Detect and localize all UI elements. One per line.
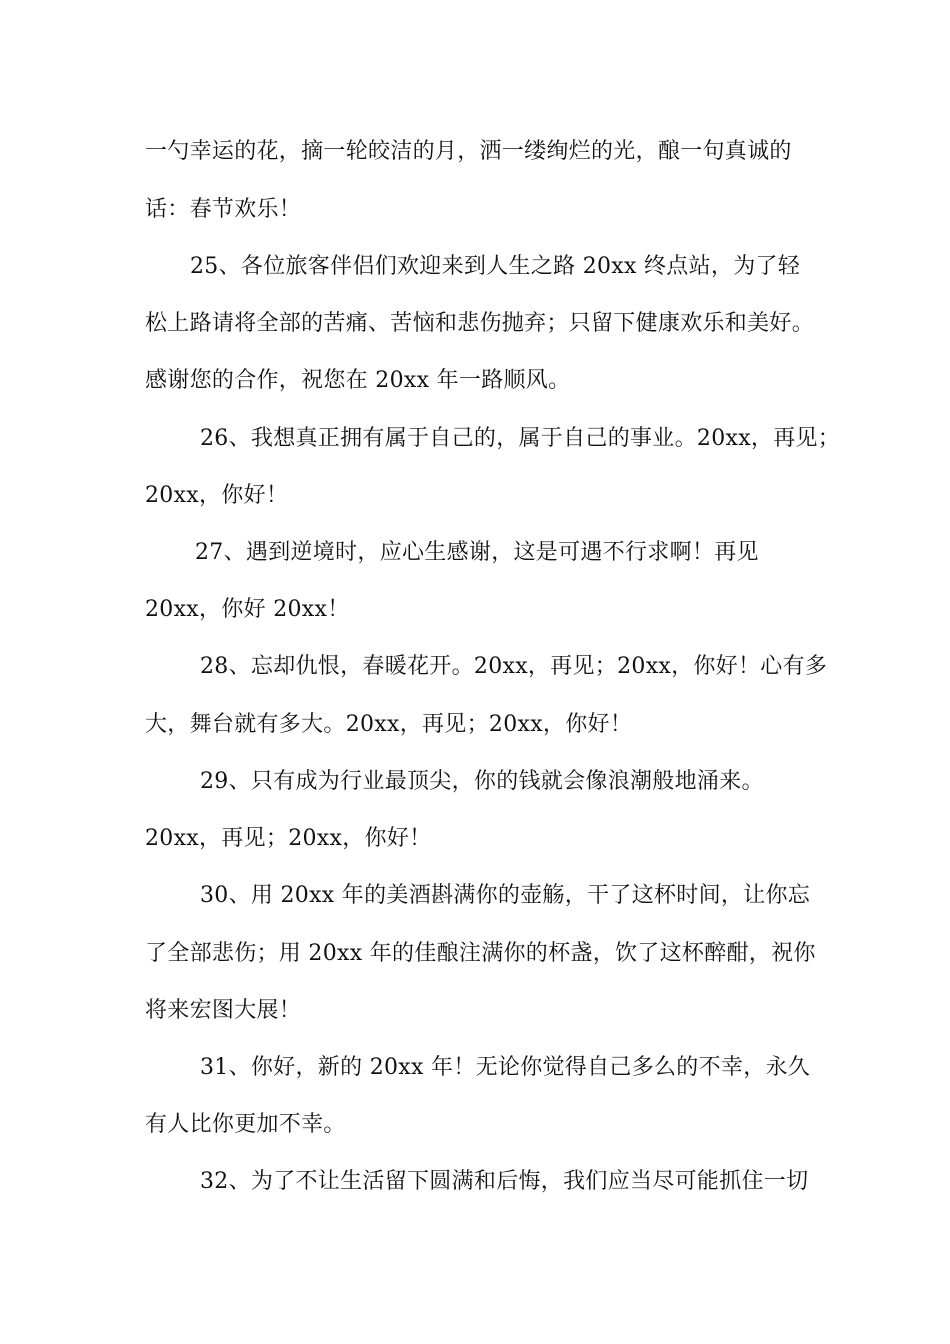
paragraph-27-start: 27、遇到逆境时，应心生感谢，这是可遇不行求啊！再见 (195, 540, 759, 565)
text-line: 20xx，你好！ (145, 483, 289, 508)
text-line: 有人比你更加不幸。 (145, 1112, 346, 1137)
text-line: 话：春节欢乐！ (145, 197, 302, 222)
paragraph-30-start: 30、用 20xx 年的美酒斟满你的壶觞，干了这杯时间，让你忘 (200, 883, 811, 908)
text-line: 了全部悲伤；用 20xx 年的佳酿注满你的杯盏，饮了这杯醉酣，祝你 (145, 941, 816, 966)
text-line: 一勺幸运的花，摘一轮皎洁的月，洒一缕绚烂的光，酿一句真诚的 (145, 139, 792, 164)
paragraph-26-start: 26、我想真正拥有属于自己的，属于自己的事业。20xx，再见； (200, 426, 841, 451)
text-line: 将来宏图大展！ (145, 998, 302, 1023)
paragraph-31-start: 31、你好，新的 20xx 年！无论你觉得自己多么的不幸，永久 (200, 1055, 811, 1080)
text-line: 20xx，你好 20xx！ (145, 597, 350, 622)
paragraph-29-start: 29、只有成为行业最顶尖，你的钱就会像浪潮般地涌来。 (200, 769, 764, 794)
paragraph-25-start: 25、各位旅客伴侣们欢迎来到人生之路 20xx 终点站，为了轻 (190, 254, 801, 279)
text-line: 感谢您的合作，祝您在 20xx 年一路顺风。 (145, 368, 571, 393)
paragraph-28-start: 28、忘却仇恨，春暖花开。20xx，再见；20xx，你好！心有多 (200, 654, 828, 679)
text-line: 松上路请将全部的苦痛、苦恼和悲伤抛弃；只留下健康欢乐和美好。 (145, 311, 815, 336)
text-line: 20xx，再见；20xx，你好！ (145, 826, 432, 851)
text-line: 大，舞台就有多大。20xx，再见；20xx，你好！ (145, 712, 633, 737)
paragraph-32-start: 32、为了不让生活留下圆满和后悔，我们应当尽可能抓住一切 (200, 1169, 809, 1194)
